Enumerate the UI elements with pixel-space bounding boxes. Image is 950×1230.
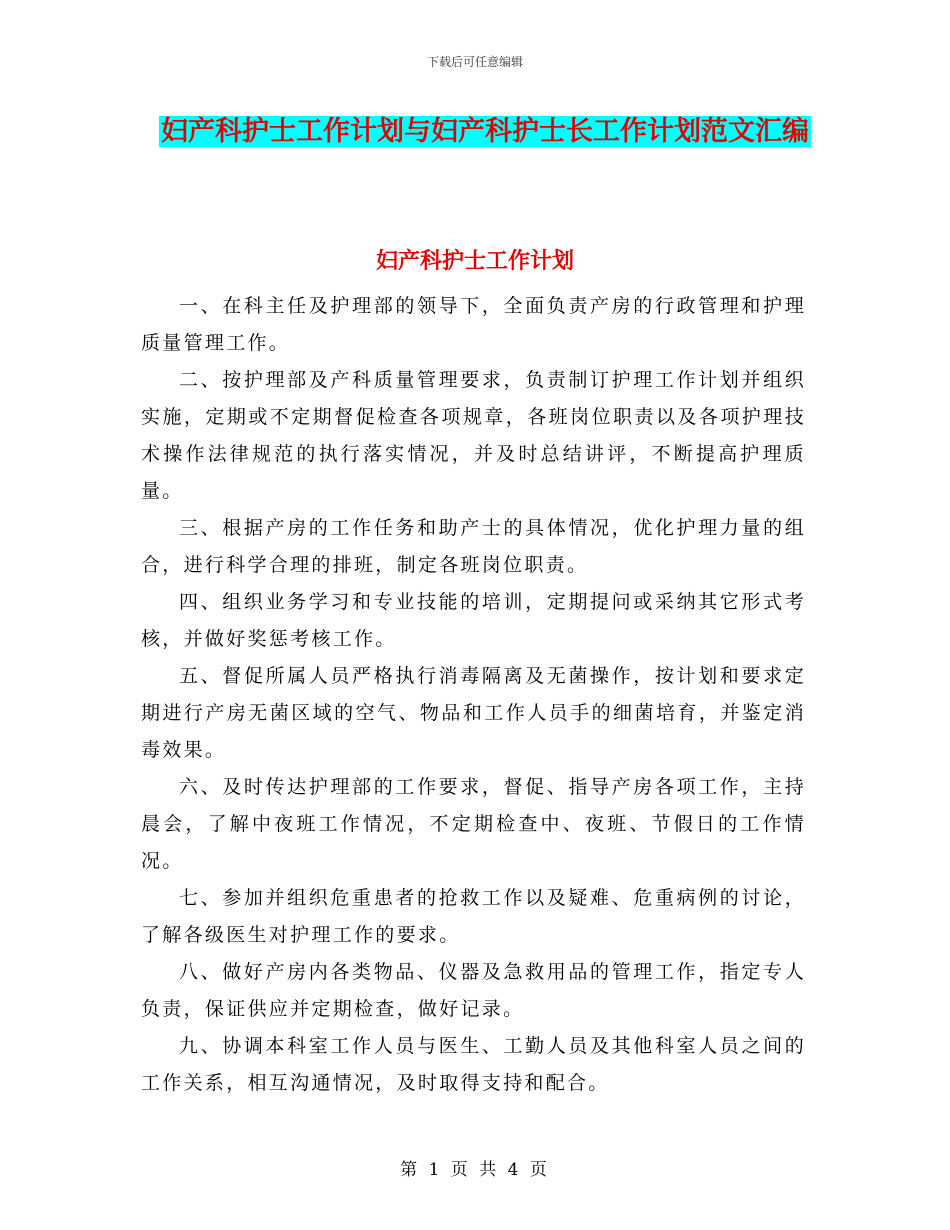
paragraph-6: 六、及时传达护理部的工作要求，督促、指导产房各项工作，主持晨会，了解中夜班工作情况，不定期检查中、夜班、节假日的工作情况。 (141, 776, 806, 872)
document-body (141, 288, 806, 1102)
paragraph-1: 一、在科主任及护理部的领导下，全面负责产房的行政管理和护理质量管理工作。 (141, 295, 806, 354)
page-number: 第 1 页 共 4 页 (400, 1160, 550, 1180)
document-title-text: 妇产科护士工作计划与妇产科护士长工作计划范文汇编 (161, 116, 809, 147)
paragraph-4: 四、组织业务学习和专业技能的培训，定期提问或采纳其它形式考核，并做好奖惩考核工作。 (141, 591, 806, 650)
paragraph-3: 三、根据产房的工作任务和助产士的具体情况，优化护理力量的组合，进行科学合理的排班，制定各班岗位职责。 (141, 517, 806, 576)
header-note: 下载后可任意编辑 (426, 55, 523, 69)
paragraph-8: 八、做好产房内各类物品、仪器及急救用品的管理工作，指定专人负责，保证供应并定期检查，做好记录。 (141, 961, 806, 1020)
paragraph-2: 二、按护理部及产科质量管理要求，负责制订护理工作计划并组织实施，定期或不定期督促检查各项规章，各班岗位职责以及各项护理技术操作法律规范的执行落实情况，并及时总结讲评，不断提高护理质量。 (141, 369, 806, 502)
section-title: 妇产科护士工作计划 (375, 248, 574, 274)
paragraph-9: 九、协调本科室工作人员与医生、工勤人员及其他科室人员之间的工作关系，相互沟通情况，及时取得支持和配合。 (141, 1035, 806, 1094)
paragraph-7: 七、参加并组织危重患者的抢救工作以及疑难、危重病例的讨论，了解各级医生对护理工作的要求。 (141, 887, 806, 946)
paragraph-5: 五、督促所属人员严格执行消毒隔离及无菌操作，按计划和要求定期进行产房无菌区域的空气、物品和工作人员手的细菌培育，并鉴定消毒效果。 (141, 665, 806, 761)
document-title (140, 110, 830, 154)
